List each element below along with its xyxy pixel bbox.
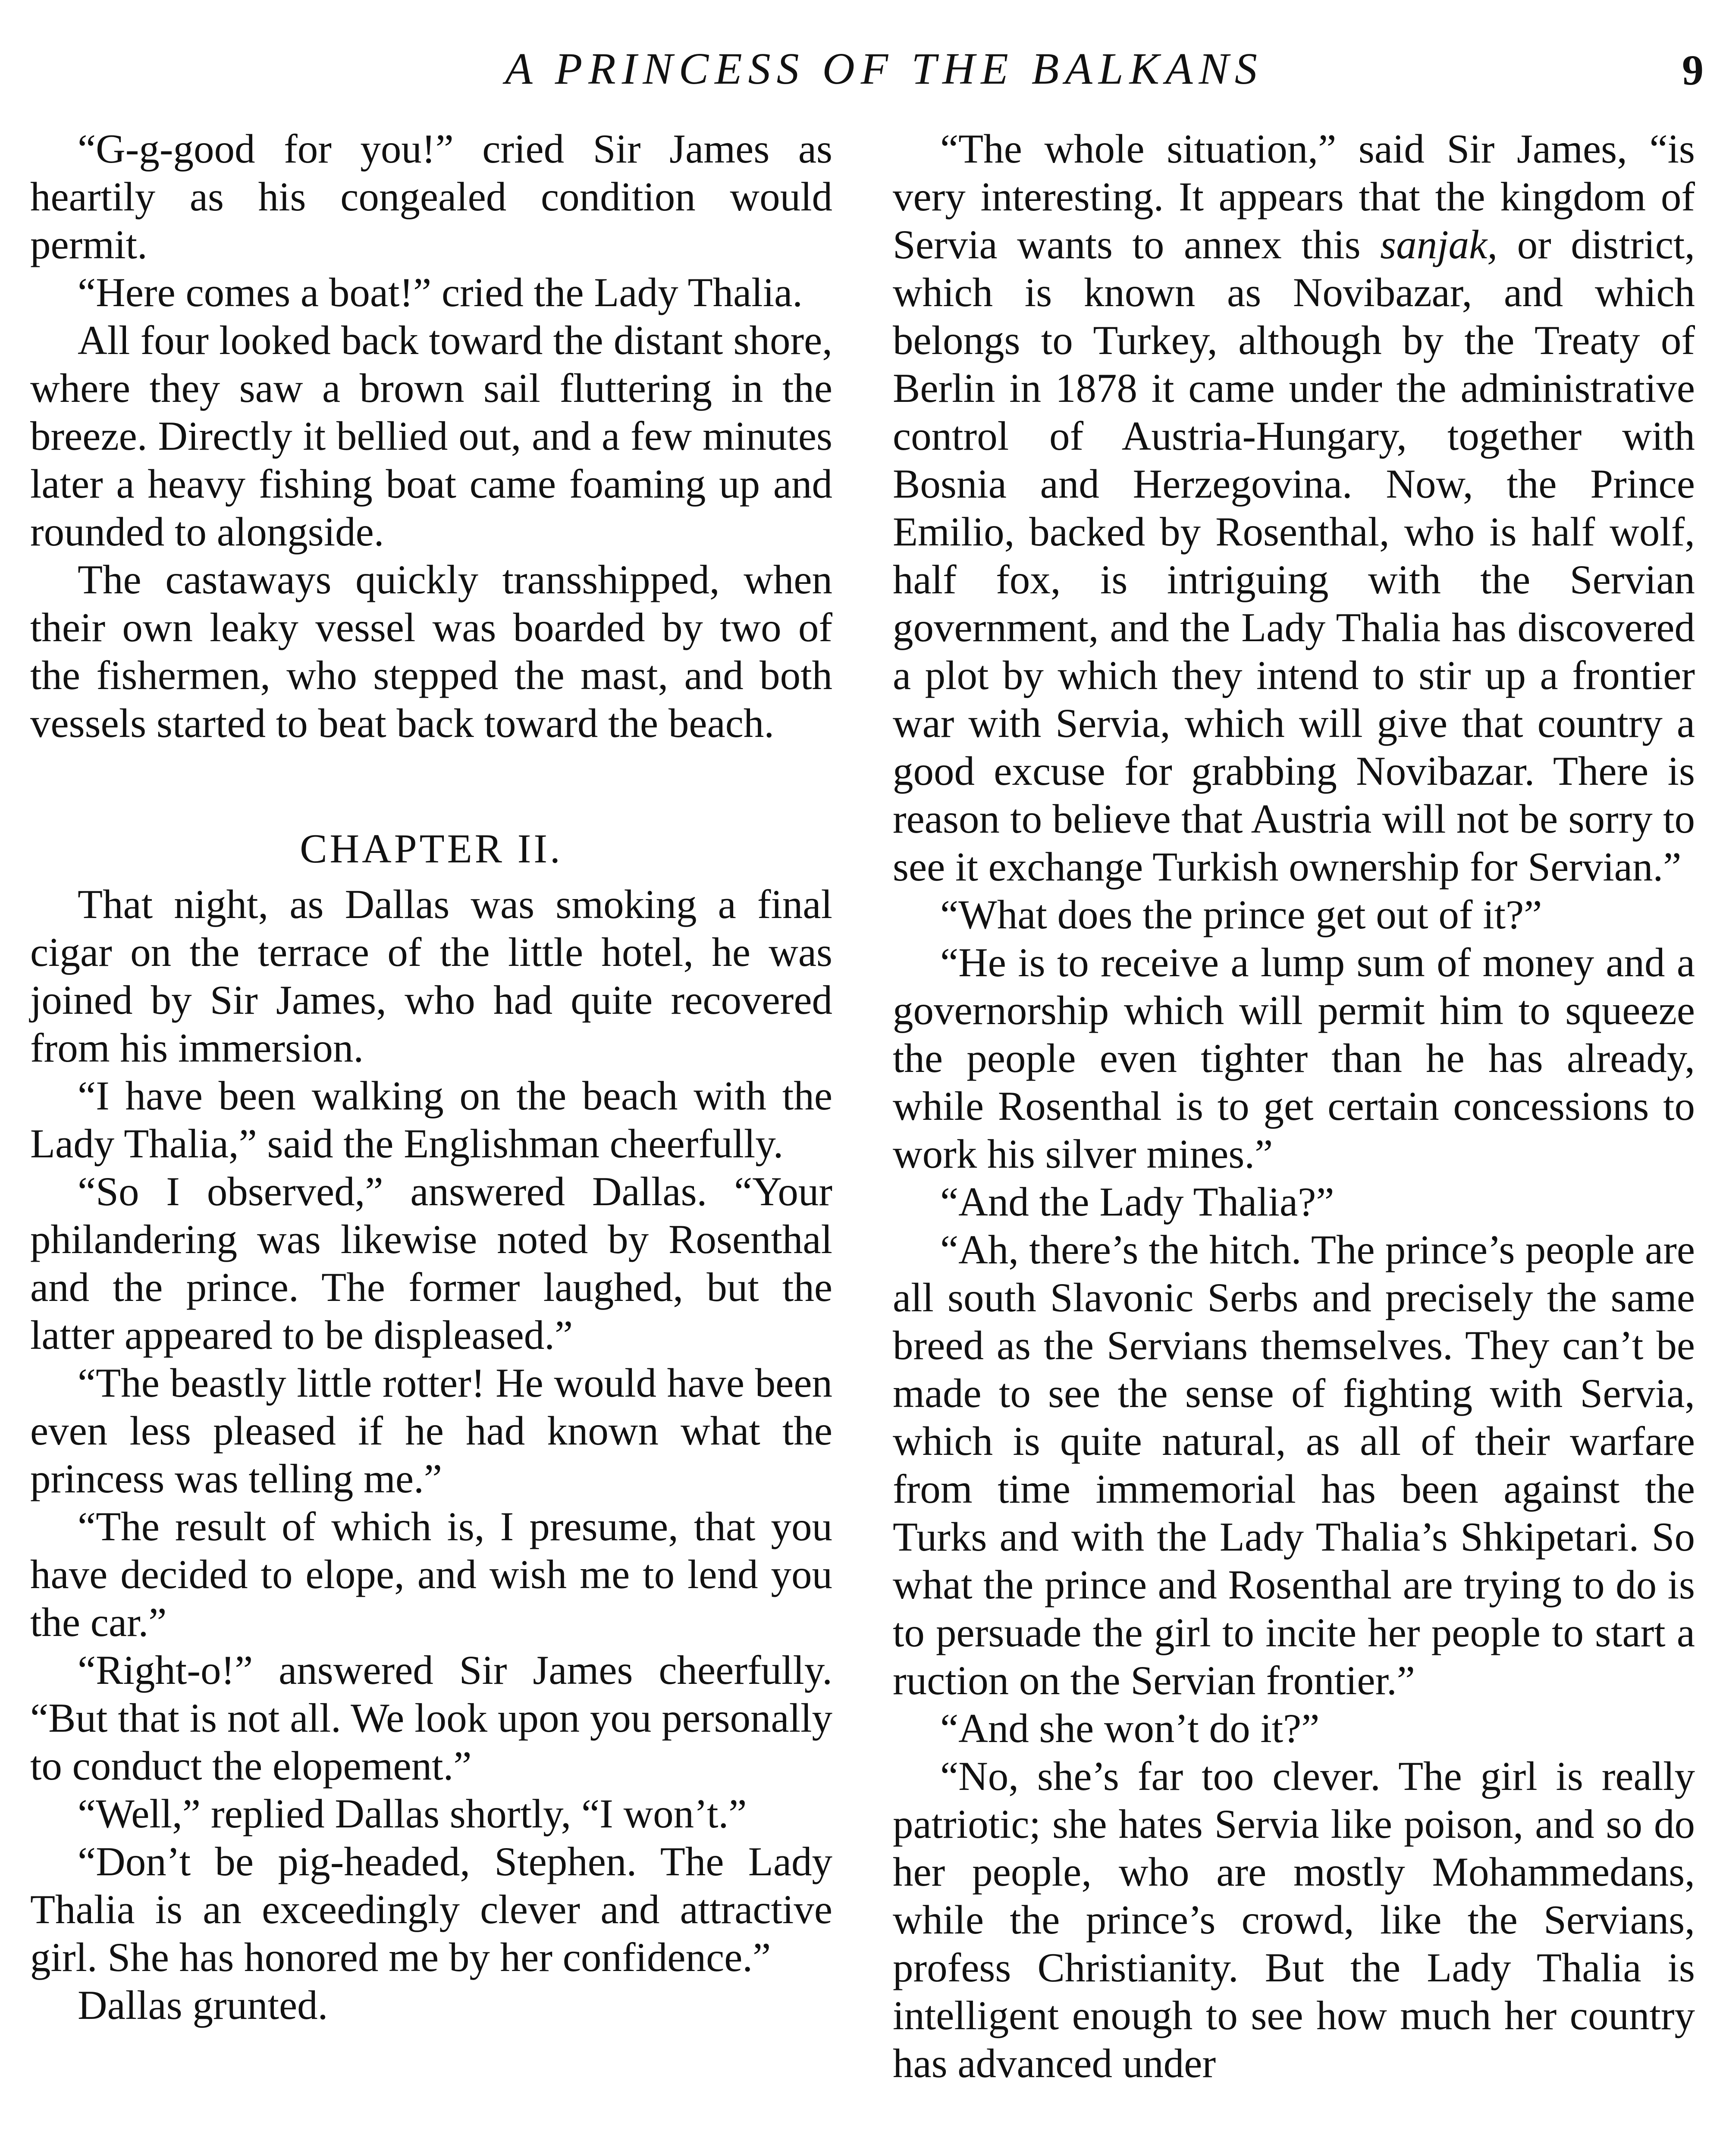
paragraph: “So I observed,” answered Dallas. “Your philandering was likewise noted by Rosenthal and the prince. The former laughed, but the latter appeared to be displeased.”: [30, 1169, 832, 1358]
paragraph: “And she won’t do it?”: [940, 1705, 1320, 1751]
text-run: or district, which is known as Novibazar, and which belongs to Turkey, although by the Treaty of Berlin in 1878 it came under the administrative control of Austria-Hungary, together with Bosnia and Herzegovina. Now, the Prince Emilio, backed by Rosenthal, who is half wolf, half fox, is intriguing with the Servian government, and the Lady Thalia has discovered a plot by which they intend to stir up a frontier war with Servia, which will give that country a good excuse for grabbing Novibazar. There is reason to believe that Austria will not be sorry to see it exchange Turkish ownership for Servian.”: [893, 222, 1695, 890]
paragraph: All four looked back toward the distant shore, where they saw a brown sail fluttering in the breeze. Directly it bellied out, and a few minutes later a heavy fishing boat came foaming up and rounded to alongside.: [30, 317, 832, 555]
paragraph: “Don’t be pig-headed, Stephen. The Lady Thalia is an exceedingly clever and attractive girl. She has honored me by her confidence.”: [30, 1839, 832, 1980]
paragraph: “What does the prince get out of it?”: [940, 892, 1542, 937]
paragraph: “Here comes a boat!” cried the Lady Thalia.: [78, 270, 803, 315]
paragraph: Dallas grunted.: [78, 1982, 328, 2028]
paragraph: “I have been walking on the beach with the Lady Thalia,” said the Englishman cheerfully.: [30, 1073, 832, 1166]
paragraph: The castaways quickly transshipped, when their own leaky vessel was boarded by two of the fishermen, who stepped the mast, and both vessels started to beat back toward the beach.: [30, 557, 832, 746]
italic-term: sanjak,: [1380, 222, 1498, 267]
paragraph: “The beastly little rotter! He would have been even less pleased if he had known what the princess was telling me.”: [30, 1360, 832, 1501]
running-title: A PRINCESS OF THE BALKANS: [505, 44, 1263, 94]
paragraph: “No, she’s far too clever. The girl is really patriotic; she hates Servia like poison, and so do her people, who are mostly Mohammedans, while the prince’s crowd, like the Servians, profess Christianity. But the Lady Thalia is intelligent enough to see how much her country has advanced under: [893, 1753, 1695, 2086]
right-column: [893, 125, 1695, 2087]
paragraph: “Well,” replied Dallas shortly, “I won’t.”: [78, 1791, 747, 1836]
paragraph: “He is to receive a lump sum of money and a governorship which will permit him to squeeze the people even tighter than he has already, while Rosenthal is to get certain concessions to work his silver mines.”: [893, 940, 1695, 1177]
paragraph: “Right-o!” answered Sir James cheerfully. “But that is not all. We look upon you personally to conduct the elopement.”: [30, 1647, 832, 1789]
left-column: [30, 125, 832, 2029]
paragraph: That night, as Dallas was smoking a final cigar on the terrace of the little hotel, he was joined by Sir James, who had quite recovered from his immersion.: [30, 881, 832, 1071]
chapter-heading: CHAPTER II.: [300, 826, 563, 871]
paragraph: [893, 125, 1695, 891]
page-number: 9: [1682, 46, 1704, 94]
paragraph: “Ah, there’s the hitch. The prince’s people are all south Slavonic Serbs and precisely the same breed as the Servians themselves. They can’t be made to see the sense of fighting with Servia, which is quite natural, as all of their warfare from time immemorial has been against the Turks and with the Lady Thalia’s Shkipetari. So what the prince and Rosenthal are trying to do is to persuade the girl to incite her people to start a ruction on the Servian frontier.”: [893, 1227, 1695, 1703]
paragraph: “The result of which is, I presume, that you have decided to elope, and wish me to lend you the car.”: [30, 1504, 832, 1645]
text-run: “The whole situation,” said Sir James, “is very interesting. It appears that the kingdom of Servia wants to annex this: [893, 126, 1695, 267]
paragraph: “G-g-good for you!” cried Sir James as heartily as his congealed condition would permit.: [30, 126, 832, 267]
paragraph: “And the Lady Thalia?”: [940, 1179, 1334, 1225]
